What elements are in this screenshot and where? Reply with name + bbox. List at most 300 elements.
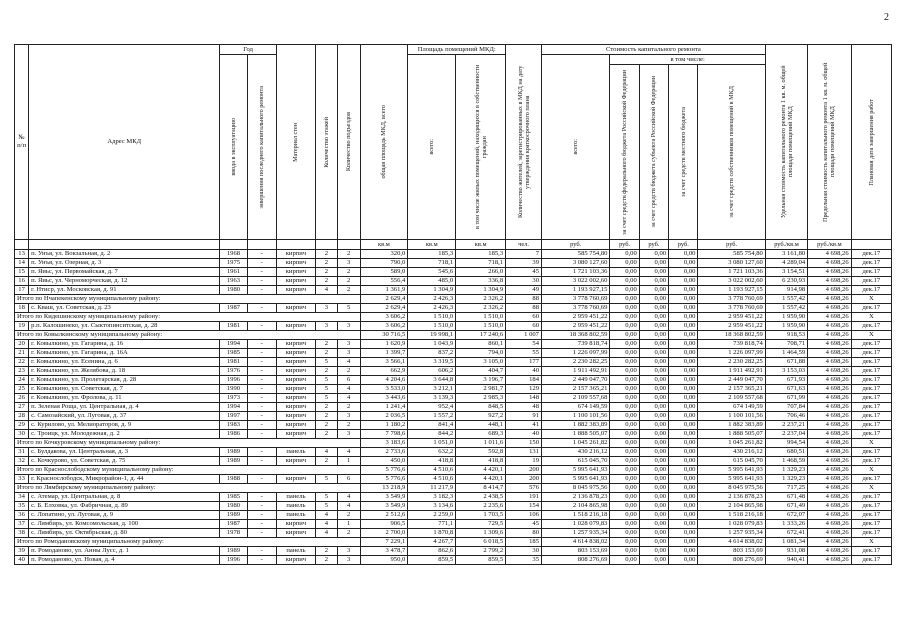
table-cell: 718,1 — [408, 259, 456, 268]
table-cell: 1994 — [220, 403, 247, 412]
table-cell: 1 882 383,89 — [541, 421, 609, 430]
table-cell: 4 — [315, 286, 337, 295]
table-cell: 30 — [506, 277, 542, 286]
table-cell: 0,00 — [610, 349, 639, 358]
table-cell: 4 698,26 — [808, 313, 851, 322]
table-cell: 0,00 — [639, 421, 668, 430]
table-cell: г. Краснослободск, Микрорайон-1, д. 44 — [29, 475, 220, 484]
table-cell: 430 216,12 — [698, 448, 765, 457]
table-cell: 0,00 — [639, 358, 668, 367]
table-cell: 2 — [337, 250, 360, 259]
table-cell: 33 — [15, 475, 29, 484]
table-cell: 0,00 — [610, 511, 639, 520]
table-cell: дек.17 — [851, 349, 891, 358]
table-cell: 0,00 — [669, 376, 698, 385]
table-cell: 19 998,1 — [408, 331, 456, 340]
table-cell: 585 754,80 — [541, 250, 609, 259]
table-cell: 0,00 — [639, 457, 668, 466]
table-cell: 556,4 — [360, 277, 408, 286]
table-cell: 940,41 — [765, 556, 807, 565]
table-cell: 0,00 — [669, 475, 698, 484]
table-cell: 906,5 — [360, 520, 408, 529]
table-cell: 55 — [506, 349, 542, 358]
table-cell: 0,00 — [610, 385, 639, 394]
table-cell: 848,5 — [456, 403, 506, 412]
subtotal-label: Итого по Кочкуровскому муниципальному району: — [15, 439, 361, 448]
table-cell: - — [247, 547, 276, 556]
table-cell: - — [247, 286, 276, 295]
table-cell: кирпич — [276, 367, 315, 376]
table-cell: р.п. Калошинеко, ул. Сыктопинситская, д. 28 — [29, 322, 220, 331]
table-cell: 1980 — [220, 502, 247, 511]
table-cell: 2 — [315, 340, 337, 349]
col-wall-header: Материал стен — [276, 45, 315, 240]
table-cell: дек.17 — [851, 286, 891, 295]
table-cell: 2 235,6 — [456, 502, 506, 511]
table-cell: - — [247, 259, 276, 268]
table-cell: г. Ковылкино, ул. Гагарина, д. 16 — [29, 340, 220, 349]
table-cell: 4 698,26 — [808, 547, 851, 556]
table-cell: 0,00 — [669, 268, 698, 277]
table-cell: 177 — [506, 358, 542, 367]
table-cell: 0,00 — [610, 547, 639, 556]
table-cell: 739 818,74 — [541, 340, 609, 349]
table-row — [15, 403, 892, 412]
table-cell: 1 911 492,91 — [541, 367, 609, 376]
table-cell: 200 — [506, 475, 542, 484]
table-cell: 0,00 — [639, 529, 668, 538]
table-cell: кирпич — [276, 349, 315, 358]
table-cell: X — [851, 295, 891, 304]
table-cell: 717,25 — [765, 484, 807, 493]
table-cell: 0,00 — [610, 367, 639, 376]
table-cell: 2 136 878,23 — [698, 493, 765, 502]
table-cell: 4 698,26 — [808, 412, 851, 421]
table-cell: 36 — [15, 511, 29, 520]
table-cell: дек.17 — [851, 259, 891, 268]
table-cell: X — [851, 331, 891, 340]
table-cell: 4 698,26 — [808, 466, 851, 475]
table-cell: 0,00 — [610, 421, 639, 430]
table-cell: X — [851, 466, 891, 475]
table-cell: 674 149,59 — [541, 403, 609, 412]
col-residents-header: Количество жителей, зарегистрированных в МКД на дату утверждения краткосрочного плана — [506, 45, 542, 240]
table-cell: 266,0 — [456, 268, 506, 277]
table-cell: 0,00 — [669, 331, 698, 340]
table-cell: кирпич — [276, 412, 315, 421]
table-cell: 20 — [15, 340, 29, 349]
table-cell: 1989 — [220, 547, 247, 556]
table-cell: - — [247, 268, 276, 277]
table-cell: 0,00 — [639, 313, 668, 322]
table-cell: 2 — [315, 430, 337, 439]
table-cell: 0,00 — [669, 511, 698, 520]
area-group-header: Площадь помещений МКД: — [408, 45, 506, 55]
table-row — [15, 268, 892, 277]
table-cell: 672,07 — [765, 511, 807, 520]
table-cell: 0,00 — [610, 412, 639, 421]
table-cell: 0,00 — [639, 511, 668, 520]
table-cell: 3 105,0 — [456, 358, 506, 367]
table-cell: дек.17 — [851, 376, 891, 385]
table-cell: 4 — [337, 502, 360, 511]
col-cost-all-header: всего: — [541, 55, 609, 240]
table-cell: 40 — [506, 367, 542, 376]
table-cell: 3 154,51 — [765, 268, 807, 277]
table-cell: 185,3 — [456, 250, 506, 259]
table-cell: 706,46 — [765, 412, 807, 421]
page-number: 2 — [884, 12, 889, 23]
table-cell: г. Нтиср, ул. Московская, д. 91 — [29, 286, 220, 295]
table-cell: 1 028 079,83 — [541, 520, 609, 529]
table-cell: 0,00 — [639, 493, 668, 502]
table-cell: 24 — [15, 376, 29, 385]
table-cell: 4 698,26 — [808, 439, 851, 448]
table-cell: 2 — [315, 259, 337, 268]
table-cell: 0,00 — [669, 556, 698, 565]
table-cell: 1 045 261,82 — [698, 439, 765, 448]
table-cell: 1 100 101,56 — [541, 412, 609, 421]
table-cell: 2 799,2 — [456, 547, 506, 556]
table-cell: дек.17 — [851, 421, 891, 430]
table-row — [15, 385, 892, 394]
table-cell: 32 — [15, 457, 29, 466]
table-cell: кирпич — [276, 520, 315, 529]
table-cell: X — [851, 313, 891, 322]
table-cell: 6 — [337, 376, 360, 385]
table-cell: 3 443,6 — [360, 394, 408, 403]
table-cell: 18 — [15, 304, 29, 313]
table-cell: 931,08 — [765, 547, 807, 556]
subtotal-label: Итого по Лямбирскому муниципальному району: — [15, 484, 361, 493]
table-cell: 0,00 — [639, 484, 668, 493]
table-cell: 3 778 760,69 — [698, 295, 765, 304]
table-cell: 0,00 — [639, 349, 668, 358]
table-cell: 1 028 079,83 — [698, 520, 765, 529]
table-cell: 4 698,26 — [808, 556, 851, 565]
table-cell: 3 182,3 — [408, 493, 456, 502]
table-cell: 1 888 505,07 — [698, 430, 765, 439]
table-cell: 4 420,1 — [456, 475, 506, 484]
table-cell: 0,00 — [669, 340, 698, 349]
table-cell: 1976 — [220, 367, 247, 376]
table-cell: 21 — [15, 349, 29, 358]
table-cell: 4 204,6 — [360, 376, 408, 385]
table-cell: 803 153,69 — [541, 547, 609, 556]
table-cell: 4 698,26 — [808, 502, 851, 511]
table-cell: п. Ромоданово, ул. Анны Лусс, д. 1 — [29, 547, 220, 556]
table-cell: 1 007 — [506, 331, 542, 340]
table-cell: п. Яиьс, ул. Черноморческая, д. 12 — [29, 277, 220, 286]
table-cell: 0,00 — [610, 538, 639, 547]
table-cell: 131 — [506, 448, 542, 457]
table-cell: - — [247, 367, 276, 376]
table-cell: 1 193 927,15 — [698, 286, 765, 295]
table-cell: 3 080 127,60 — [541, 259, 609, 268]
table-cell: 0,00 — [610, 295, 639, 304]
table-cell: 0,00 — [639, 547, 668, 556]
table-cell: 2 104 865,98 — [541, 502, 609, 511]
table-cell: 91 — [506, 412, 542, 421]
table-cell: 3 606,2 — [360, 313, 408, 322]
table-cell: кирпич — [276, 259, 315, 268]
table-cell: 4 510,6 — [408, 466, 456, 475]
table-cell: 2 109 557,68 — [698, 394, 765, 403]
table-cell: 185 — [506, 538, 542, 547]
table-cell: с. Лямбирь, ул. Октябрьская, д. 80 — [29, 529, 220, 538]
table-cell: п. Зеленая Роща, ул. Центральная, д. 4 — [29, 403, 220, 412]
table-cell: 1989 — [220, 448, 247, 457]
table-cell: - — [247, 250, 276, 259]
table-cell: 4 — [337, 358, 360, 367]
table-cell: 3 778 760,69 — [541, 295, 609, 304]
table-cell: X — [851, 538, 891, 547]
table-cell: 2 — [337, 277, 360, 286]
table-cell: 154 — [506, 502, 542, 511]
subtotal-label: Итого по Краснослободскому муниципальному району: — [15, 466, 361, 475]
table-cell: 0,00 — [639, 466, 668, 475]
table-cell: 2 136 878,23 — [541, 493, 609, 502]
table-row — [15, 511, 892, 520]
table-cell: 4 698,26 — [808, 295, 851, 304]
table-cell: кирпич — [276, 322, 315, 331]
table-cell: 0,00 — [639, 430, 668, 439]
table-row — [15, 286, 892, 295]
table-cell: 17 — [15, 286, 29, 295]
table-cell: 0,00 — [639, 268, 668, 277]
table-cell: 31 — [15, 448, 29, 457]
table-row — [15, 547, 892, 556]
table-cell: 22 — [15, 358, 29, 367]
table-cell: 39 — [15, 547, 29, 556]
table-cell: X — [851, 439, 891, 448]
table-cell: 4 698,26 — [808, 403, 851, 412]
table-cell: 1986 — [220, 430, 247, 439]
table-cell: 200 — [506, 466, 542, 475]
table-cell: 2 733,6 — [360, 448, 408, 457]
table-cell: 4 698,26 — [808, 538, 851, 547]
table-cell: 1 081,34 — [765, 538, 807, 547]
table-cell: 794,0 — [456, 349, 506, 358]
table-cell: 680,51 — [765, 448, 807, 457]
table-cell: 0,00 — [669, 259, 698, 268]
units-row: кв.м кв.м кв.м чел. руб. руб. руб. руб. руб. руб./кв.м руб./кв.м — [15, 240, 892, 250]
table-row — [15, 376, 892, 385]
table-cell: дек.17 — [851, 520, 891, 529]
table-cell: 19 — [506, 457, 542, 466]
table-cell: 0,00 — [610, 250, 639, 259]
table-cell: с. Б. Елховка, ул. Фабричная, д. 89 — [29, 502, 220, 511]
table-cell: 17 240,6 — [456, 331, 506, 340]
table-cell: 1997 — [220, 412, 247, 421]
table-cell: 1985 — [220, 349, 247, 358]
table-cell: - — [247, 457, 276, 466]
table-cell: 545,6 — [408, 268, 456, 277]
table-cell: 1978 — [220, 529, 247, 538]
table-cell: 589,0 — [360, 268, 408, 277]
table-cell: 1 100 101,56 — [698, 412, 765, 421]
table-cell: дек.17 — [851, 457, 891, 466]
table-cell: панель — [276, 493, 315, 502]
table-cell: 3 — [337, 259, 360, 268]
table-cell: 0,00 — [669, 538, 698, 547]
table-cell: 2 237,04 — [765, 430, 807, 439]
table-cell: 0,00 — [639, 340, 668, 349]
table-cell: 8 045 975,56 — [698, 484, 765, 493]
table-cell: с. Троицк, ул. Молодежная, д. 2 — [29, 430, 220, 439]
table-cell: 4 614 838,02 — [541, 538, 609, 547]
table-cell: 3 183,6 — [360, 439, 408, 448]
table-cell: кирпич — [276, 430, 315, 439]
table-cell: 4 698,26 — [808, 259, 851, 268]
col-total-area-header: общая площадь МКД, всего — [360, 45, 408, 240]
table-cell: 3 080 127,60 — [698, 259, 765, 268]
table-cell: 418,8 — [408, 457, 456, 466]
subtotal-label: Итого по Ромодановскому муниципальному району: — [15, 538, 361, 547]
table-cell: 3 134,6 — [408, 502, 456, 511]
table-cell: 3 139,3 — [408, 394, 456, 403]
table-cell: 0,00 — [669, 520, 698, 529]
table-cell: 615 045,70 — [698, 457, 765, 466]
table-cell: 19 — [15, 322, 29, 331]
table-cell: 1 510,0 — [408, 313, 456, 322]
table-cell: - — [247, 376, 276, 385]
table-cell: 1 888 505,07 — [541, 430, 609, 439]
table-cell: 844,2 — [408, 430, 456, 439]
table-cell: 2 237,21 — [765, 421, 807, 430]
table-cell: 0,00 — [610, 493, 639, 502]
table-cell: 0,00 — [610, 430, 639, 439]
table-cell: 13 218,9 — [360, 484, 408, 493]
table-cell: 1 011,6 — [456, 439, 506, 448]
table-cell: 1983 — [220, 421, 247, 430]
table-cell: 1 399,7 — [360, 349, 408, 358]
table-cell: 7 798,6 — [360, 430, 408, 439]
table-cell: 0,00 — [610, 286, 639, 295]
table-cell: 1 510,0 — [456, 322, 506, 331]
table-row — [15, 457, 892, 466]
table-cell: 35 — [506, 556, 542, 565]
table-cell: 418,8 — [456, 457, 506, 466]
table-cell: 2 449 047,70 — [698, 376, 765, 385]
table-cell: п. Яиьс, ул. Первомайская, д. 7 — [29, 268, 220, 277]
table-cell: 4 — [337, 385, 360, 394]
col-address-header: Адрес МКД — [29, 45, 220, 240]
table-cell: 671,49 — [765, 502, 807, 511]
table-cell: дек.17 — [851, 403, 891, 412]
table-cell: - — [247, 412, 276, 421]
table-cell: 0,00 — [639, 385, 668, 394]
table-cell: 576 — [506, 484, 542, 493]
table-cell: 1 329,23 — [765, 466, 807, 475]
table-cell: 1 959,90 — [765, 322, 807, 331]
table-cell: кирпич — [276, 421, 315, 430]
table-cell: 2 426,3 — [408, 304, 456, 313]
table-cell: 2 — [315, 412, 337, 421]
table-cell: 3 644,8 — [408, 376, 456, 385]
table-cell: 1 226 097,99 — [541, 349, 609, 358]
table-cell: 914,98 — [765, 286, 807, 295]
table-cell: 6 — [337, 475, 360, 484]
subtotal-row — [15, 313, 892, 322]
table-cell: кирпич — [276, 385, 315, 394]
table-cell: 0,00 — [610, 520, 639, 529]
table-row — [15, 349, 892, 358]
table-cell: 129 — [506, 385, 542, 394]
table-cell: - — [247, 340, 276, 349]
table-cell: 23 — [15, 367, 29, 376]
table-cell: 0,00 — [610, 403, 639, 412]
table-cell: 184 — [506, 376, 542, 385]
table-row — [15, 340, 892, 349]
table-cell: 3 533,0 — [360, 385, 408, 394]
table-cell: 2 109 557,68 — [541, 394, 609, 403]
col-year-built-header: ввода в эксплуатацию — [220, 55, 247, 240]
table-cell: 2 — [315, 277, 337, 286]
table-cell: 708,71 — [765, 340, 807, 349]
table-cell: 0,00 — [610, 322, 639, 331]
table-cell: 1 468,59 — [765, 457, 807, 466]
table-cell: дек.17 — [851, 448, 891, 457]
table-row — [15, 493, 892, 502]
table-cell: 2 981,7 — [456, 385, 506, 394]
table-cell: - — [247, 475, 276, 484]
table-row — [15, 412, 892, 421]
table-cell: с. Булдакова, ул. Центральная, д. 3 — [29, 448, 220, 457]
table-cell: 0,00 — [669, 439, 698, 448]
table-cell: 803 153,69 — [698, 547, 765, 556]
table-cell: 0,00 — [669, 484, 698, 493]
table-cell: 3 — [315, 322, 337, 331]
table-cell: г. Ковылкино, ул. Гагарина, д. 16А — [29, 349, 220, 358]
table-cell: 3 022 002,60 — [541, 277, 609, 286]
table-cell: 0,00 — [610, 439, 639, 448]
table-cell: 3 — [337, 547, 360, 556]
table-cell: 0,00 — [669, 313, 698, 322]
repair-plan-table — [14, 44, 892, 565]
table-cell: 0,00 — [610, 502, 639, 511]
table-cell: 18 368 802,59 — [698, 331, 765, 340]
table-cell: 30 — [15, 430, 29, 439]
table-cell: 14 — [15, 259, 29, 268]
table-cell: 632,2 — [408, 448, 456, 457]
table-cell: 2 259,0 — [408, 511, 456, 520]
table-cell: - — [247, 430, 276, 439]
table-cell: 4 698,26 — [808, 421, 851, 430]
table-cell: кирпич — [276, 457, 315, 466]
table-cell: 2 959 451,22 — [541, 313, 609, 322]
table-cell: - — [247, 322, 276, 331]
table-row — [15, 448, 892, 457]
table-cell: 5 — [315, 475, 337, 484]
table-row — [15, 394, 892, 403]
table-cell: 2 700,0 — [360, 529, 408, 538]
table-cell: 615 045,70 — [541, 457, 609, 466]
table-cell: 1981 — [220, 322, 247, 331]
table-cell: 4 698,26 — [808, 394, 851, 403]
table-cell: 18 368 802,59 — [541, 331, 609, 340]
table-cell: 3 022 002,60 — [698, 277, 765, 286]
table-cell: дек.17 — [851, 277, 891, 286]
table-cell: кирпич — [276, 277, 315, 286]
table-cell: 4 614 838,02 — [698, 538, 765, 547]
table-cell: 729,5 — [456, 520, 506, 529]
table-cell: - — [247, 493, 276, 502]
table-cell: 5 995 641,93 — [541, 466, 609, 475]
table-cell: 0,00 — [639, 304, 668, 313]
table-cell: 0,00 — [639, 394, 668, 403]
table-cell: 927,2 — [456, 412, 506, 421]
